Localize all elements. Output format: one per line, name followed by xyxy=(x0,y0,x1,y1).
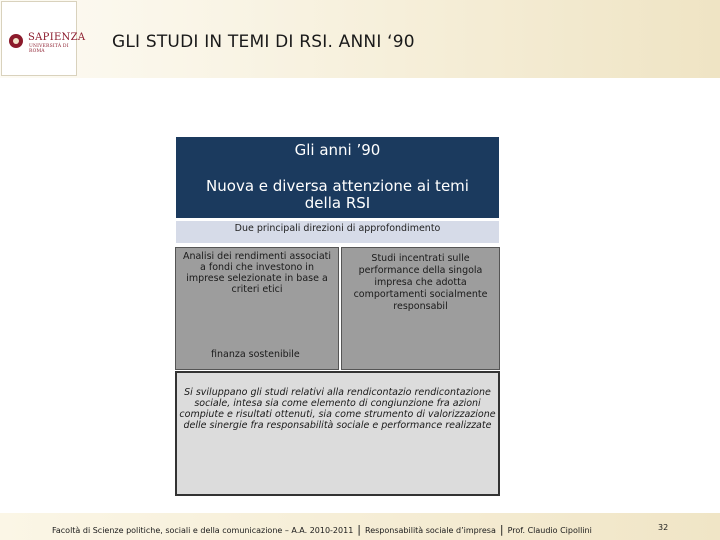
logo-name: SAPIENZA xyxy=(28,32,86,43)
heading-panel xyxy=(176,137,499,218)
university-seal-icon xyxy=(9,34,23,48)
footer-course: Responsabilità sociale d’impresa xyxy=(365,526,496,535)
branch-caption: finanza sostenibile xyxy=(211,349,300,360)
branch-text: Analisi dei rendimenti associati a fondi che investono in imprese selezionate in base a criteri etici xyxy=(182,251,332,295)
outcome-text: Si sviluppano gli studi relativi alla rendicontazio rendicontazione sociale, intesa sia come elemento di congiunzione fra azioni compiute e risultati ottenuti, sia come strumento di valorizzazione delle sinergie fra responsabilità sociale e performance realizzate xyxy=(179,387,496,431)
university-logo xyxy=(1,1,86,76)
page-number: 32 xyxy=(658,523,669,532)
footer-separator: | xyxy=(499,523,504,536)
panel-subtitle: Nuova e diversa attenzione ai temi della RSI xyxy=(206,177,469,212)
branch-text: Studi incentrati sulle performance della singola impresa che adotta comportamenti socialmente responsabil xyxy=(353,253,488,312)
panel-heading: Gli anni ’90 xyxy=(294,141,381,159)
branch-sustainable-finance xyxy=(175,247,339,370)
logo-subtitle: UNIVERSITÀ DI ROMA xyxy=(29,44,69,54)
footer-separator: | xyxy=(357,523,362,536)
directions-label: Due principali direzioni di approfondimento xyxy=(176,221,499,243)
footer-faculty: Facoltà di Scienze politiche, sociali e della comunicazione – A.A. 2010-2011 xyxy=(52,526,354,535)
footer-professor: Prof. Claudio Cipollini xyxy=(507,526,592,535)
slide-title: GLI STUDI IN TEMI DI RSI. ANNI ‘90 xyxy=(112,32,415,52)
branch-firm-performance xyxy=(341,247,500,370)
footer-text xyxy=(52,523,592,536)
outcome-box xyxy=(175,371,500,496)
